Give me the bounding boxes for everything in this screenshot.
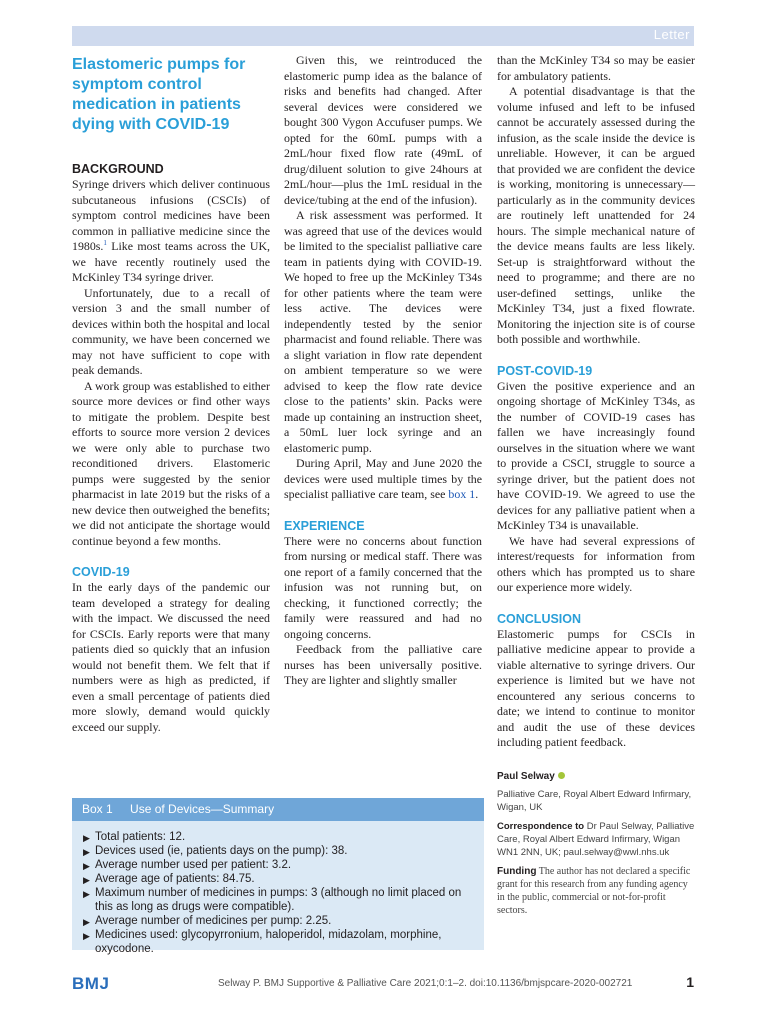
list-item: ▶ Average number of medicines per pump: 2.25.	[83, 915, 332, 927]
covid-paragraph-2: Given this, we reintroduced the elastomeric pump idea as the balance of risks and benefits had changed. After several devices were considered we bought 300 Vygon Accufuser pumps. We opted for the 60mL pumps with a 2mL/hour fixed flow rate (49mL of drug/diluent solution to give 24hours at 2mL/hour—plus the 1mL residual in the device/tubing at the end of the infusion).	[284, 53, 482, 207]
background-paragraph-1: Syringe drivers which deliver continuous subcutaneous infusions (CSCIs) of symptom control medicines have been common in palliative medicine since the 1980s.$^1$ Like most teams across the UK, we have recently routinely used the McKinley T34 syringe driver.	[72, 177, 270, 284]
background-heading: BACKGROUND	[72, 162, 164, 176]
list-item: ▶ Average number used per patient: 3.2.	[83, 859, 292, 871]
section-banner	[72, 26, 694, 46]
covid-heading: COVID-19	[72, 565, 130, 579]
conclusion-paragraph-1: Elastomeric pumps for CSCIs in palliative medicine appear to provide a viable alternative to syringe drivers. Our experience is limited but we have not encountered any serious concerns to date; we intend to continue to monitor and audit the use of these devices including patient feedback.	[497, 626, 695, 749]
triangle-bullet-icon: ▶	[83, 875, 90, 885]
list-item: ▶ Total patients: 12.	[83, 831, 186, 843]
postcovid-paragraph-1: Given the positive experience and an ongoing shortage of McKinley T34s, as the number of COVID-19 cases has fallen we have increasingly found ourselves in the situation where we want to provide a CSCI, struggle to source a syringe driver, but the patient does not have COVID-19. We agreed to use the devices for any palliative patient when a McKinley T34 is unavailable.	[497, 378, 695, 532]
reference-link[interactable]: 1	[103, 239, 107, 248]
citation: Selway P. BMJ Supportive & Palliative Care 2021;0:1–2. doi:10.1136/bmjspcare-2020-002721	[218, 978, 633, 989]
experience-paragraph-2: Feedback from the palliative care nurses has been universally positive. They are lighter and slightly smaller	[284, 642, 482, 687]
funding-statement: Funding The author has not declared a specific grant for this research from any funding agency in the public, commercial or not-for-profit sectors.	[497, 865, 691, 916]
box-label: Box 1	[82, 802, 113, 816]
box-1-link[interactable]: box 1	[448, 487, 476, 501]
list-item: ▶ Medicines used: glycopyrronium, haloperidol, midazolam, morphine, oxycodone.	[83, 929, 442, 955]
experience-paragraph-2-continued: than the McKinley T34 so may be easier for ambulatory patients.	[497, 53, 695, 83]
summary-box	[72, 798, 484, 955]
covid-paragraph-4: During April, May and June 2020 the devices were used multiple times by the specialist palliative care team, see box 1.	[284, 456, 482, 501]
author-name: Paul Selway	[497, 771, 695, 782]
triangle-bullet-icon: ▶	[83, 847, 90, 857]
column-3	[497, 53, 695, 917]
list-item: ▶ Devices used (ie, patients days on the pump): 38.	[83, 845, 348, 857]
list-item: ▶ Average age of patients: 84.75.	[83, 873, 255, 885]
triangle-bullet-icon: ▶	[83, 889, 90, 899]
experience-heading: EXPERIENCE	[284, 518, 365, 533]
background-paragraph-2: Unfortunately, due to a recall of version 3 and the small number of devices within both the hospital and local community, we have been concerned we may not have sufficient to cope with peak demands.	[72, 285, 270, 377]
list-item: ▶ Maximum number of medicines in pumps: 3 (although no limit placed on this as long as drugs were compatible).	[83, 887, 462, 913]
column-2	[284, 53, 482, 689]
box-header	[72, 798, 484, 821]
article-title: Elastomeric pumps for symptom control medication in patients dying with COVID-19	[72, 56, 246, 133]
covid-paragraph-3: A risk assessment was performed. It was agreed that use of the devices would be limited to the specialist palliative care team in patients dying with COVID-19. We hoped to free up the McKinley T34s for other patients where the team were less active. The devices were independently tested by the senior pharmacist and found reliable. There was a slight variation in flow rate dependent on ambient temperature so we were advised to keep the flow rate device close to the patients’ skin. Packs were made up containing an instruction sheet, a 50mL luer lock syringe and an elastomeric pump.	[284, 208, 482, 455]
box-list	[72, 821, 484, 956]
orcid-icon[interactable]	[558, 772, 565, 779]
postcovid-heading: POST-COVID-19	[497, 363, 593, 378]
section-label: Letter	[653, 27, 690, 42]
page-number: 1	[686, 974, 694, 990]
author-affiliation: Palliative Care, Royal Albert Edward Infirmary, Wigan, UK	[497, 788, 692, 813]
page-footer	[0, 970, 768, 1000]
triangle-bullet-icon: ▶	[83, 931, 90, 941]
triangle-bullet-icon: ▶	[83, 917, 90, 927]
experience-paragraph-3: A potential disadvantage is that the volume infused and left to be infused cannot be accurately assessed during the infusion, as the scale inside the device is unreliable. However, it can be argued that provided we are confident the device is working, monitoring is unnecessary—particularly as in the community devices are routinely left unattended for 24 hours. The simple mechanical nature of the device means faults are less likely. Set-up is straightforward without the need to programme; and there are no user-defined settings, unlike the McKinley T34, just a fixed flowrate. Monitoring the injection site is of course both possible and worthwhile.	[497, 84, 695, 346]
triangle-bullet-icon: ▶	[83, 861, 90, 871]
bmj-logo: BMJ	[72, 974, 110, 993]
postcovid-paragraph-2: We have had several expressions of interest/requests for information from others which has prompted us to share our experience more widely.	[497, 533, 695, 594]
box-title: Use of Devices—Summary	[130, 802, 275, 816]
background-paragraph-3: A work group was established to either source more devices or find other ways to mitigate the problem. Despite best efforts to source more version 2 devices we were only able to purchase two reconditioned drivers. Elastomeric pumps were suggested by the senior pharmacist in late 2019 but the risks of a new device then outweighed the benefits; we did not anticipate the shortage would continue beyond a few months.	[72, 378, 270, 548]
conclusion-heading: CONCLUSION	[497, 611, 582, 626]
experience-paragraph-1: There were no concerns about function from nursing or medical staff. There was one report of a family concerned that the infusion was not running but, on checking, it functioned correctly; the family were reassured and had no ongoing concerns.	[284, 533, 482, 641]
correspondence: Correspondence to Dr Paul Selway, Palliative Care, Royal Albert Edward Infirmary, Wigan WN1 2NN, UK; paul.selway@wwl.nhs.uk	[497, 820, 695, 858]
covid-paragraph-1: In the early days of the pandemic our team developed a strategy for dealing with the impact. We discussed the need for CSCIs. Early reports were that many patients died so quickly that an infusion would not benefit them. We felt that if numbers were as high as predicted, if even a small percentage of patients died more slowly, demand would quickly exceed our supply.	[72, 580, 270, 734]
column-1	[72, 53, 270, 735]
triangle-bullet-icon: ▶	[83, 833, 90, 843]
